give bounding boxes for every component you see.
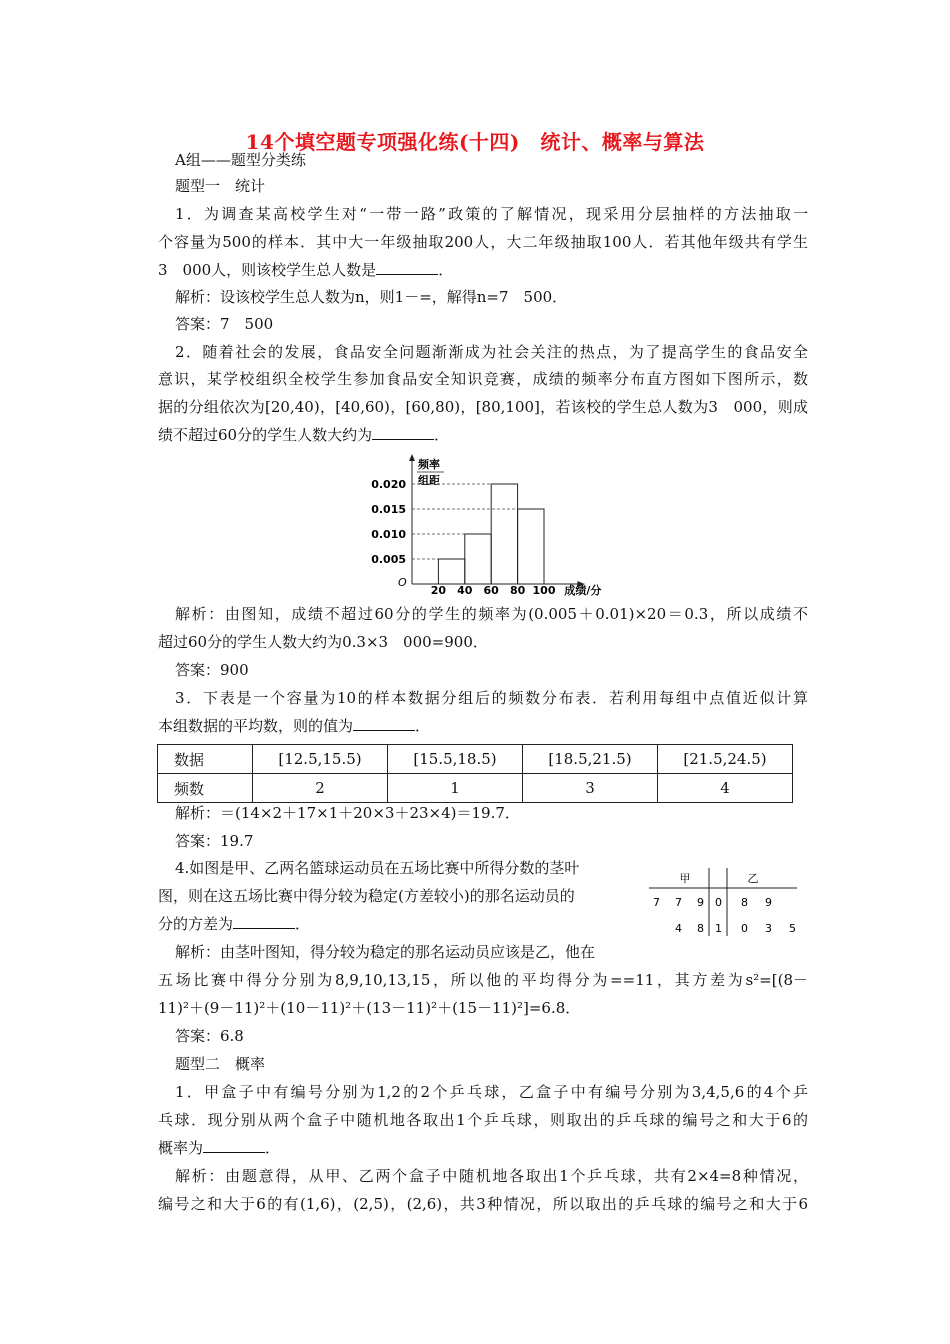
frequency-histogram (360, 452, 640, 602)
table-cell: 3 (523, 774, 658, 803)
table-cell: 4 (658, 774, 793, 803)
leaf: 5 (789, 922, 796, 935)
q4-line-2: 图，则在这五场比赛中得分较为稳定(方差较小)的那名运动员的 (158, 887, 575, 905)
y-label-top: 频率 (418, 458, 440, 471)
q3-answer: 答案：19.7 (175, 832, 254, 850)
origin-label: O (398, 576, 407, 589)
leaf: 7 (653, 896, 660, 909)
leaf: 7 (675, 896, 682, 909)
answer-blank (233, 916, 295, 929)
q1-line-1: 1．为调查某高校学生对“一带一路”政策的了解情况，现采用分层抽样的方法抽取一 (175, 205, 808, 223)
q2-answer: 答案：900 (175, 661, 249, 679)
q4-solution-3: 11)²＋(9－11)²＋(10－11)²＋(13－11)²＋(15－11)²]=6.8． (158, 999, 581, 1017)
table-cell: 频数 (158, 774, 253, 803)
p1-line-2: 乓球．现分别从两个盒子中随机地各取出1个乒乓球，则取出的乒乓球的编号之和大于6的 (158, 1111, 808, 1129)
page-title: 14个填空题专项强化练(十四) 统计、概率与算法 (245, 130, 705, 154)
left-player-name: 甲 (679, 872, 691, 885)
leaf: 8 (697, 922, 704, 935)
q4-solution-1: 解析：由茎叶图知，得分较为稳定的那名运动员应该是乙，他在 (175, 943, 596, 961)
q2-line-2: 意识，某学校组织全校学生参加食品安全知识竞赛，成绩的频率分布直方图如下图所示，数 (158, 370, 808, 388)
p1-line-1: 1．甲盒子中有编号分别为1,2的2个乒乓球，乙盒子中有编号分别为3,4,5,6的4个乒 (175, 1083, 808, 1101)
y-label-bottom: 组距 (418, 474, 440, 487)
leaf: 9 (765, 896, 772, 909)
y-axis-arrow (409, 454, 415, 461)
q2-solution-2: 超过60分的学生人数大约为0.3×3 000=900． (158, 633, 488, 651)
leaf: 3 (765, 922, 772, 935)
histogram-bar (491, 484, 517, 584)
q2-line-3: 据的分组依次为[20,40)，[40,60)，[60,80)，[80,100]，若该校的学生总人数为3 000，则成 (158, 398, 808, 416)
histogram-bar (518, 509, 544, 584)
y-tick-label: 0.020 (371, 478, 406, 491)
right-player-name: 乙 (747, 872, 759, 885)
section-heading-probability: 题型二 概率 (175, 1055, 266, 1073)
p1-solution-1: 解析：由题意得，从甲、乙两个盒子中随机地各取出1个乒乓球，共有2×4=8种情况， (175, 1167, 808, 1185)
q2-line-4: 绩不超过60分的学生人数大约为 ． (158, 426, 450, 444)
histogram-bar (438, 559, 464, 584)
table-cell: 2 (253, 774, 388, 803)
stem-leaf-plot (645, 866, 805, 938)
q1-line-3: 3 000人，则该校学生总人数是 ． (158, 261, 454, 279)
x-tick-label: 20 (430, 584, 447, 597)
section-heading-statistics: 题型一 统计 (175, 177, 266, 195)
leaf: 9 (697, 896, 704, 909)
answer-blank (353, 718, 415, 731)
x-tick-label: 100 (532, 584, 556, 597)
p1-line-3: 概率为 ． (158, 1139, 281, 1157)
q1-line-2: 个容量为500的样本．其中大一年级抽取200人，大二年级抽取100人．若其他年级共有学生 (158, 233, 808, 251)
answer-blank (372, 427, 434, 440)
x-tick-label: 40 (457, 584, 473, 597)
x-axis-label: 成绩/分 (564, 584, 602, 597)
stem: 1 (715, 922, 722, 935)
y-tick-label: 0.010 (371, 528, 406, 541)
leaf: 4 (675, 922, 682, 935)
group-heading: A组——题型分类练 (175, 151, 306, 169)
frequency-table (157, 744, 793, 803)
table-cell: [18.5,21.5) (523, 745, 658, 774)
q4-answer: 答案：6.8 (175, 1027, 244, 1045)
leaf: 0 (741, 922, 748, 935)
table-cell: 数据 (158, 745, 253, 774)
stem: 0 (715, 896, 722, 909)
answer-blank (376, 262, 438, 275)
table-row (158, 774, 793, 803)
q4-line-3: 分的方差为 ． (158, 915, 311, 933)
q4-solution-2: 五场比赛中得分分别为8,9,10,13,15，所以他的平均得分为==11，其方差为s²=[(8－ (158, 971, 808, 989)
table-cell: [12.5,15.5) (253, 745, 388, 774)
table-cell: [15.5,18.5) (388, 745, 523, 774)
y-tick-label: 0.005 (371, 553, 406, 566)
q1-answer: 答案：7 500 (175, 315, 274, 333)
q2-solution-1: 解析：由图知，成绩不超过60分的学生的频率为(0.005＋0.01)×20＝0.3，所以成绩不 (175, 605, 808, 623)
q2-line-1: 2．随着社会的发展，食品安全问题渐渐成为社会关注的热点，为了提高学生的食品安全 (175, 343, 808, 361)
histogram-bar (465, 534, 491, 584)
leaf: 8 (741, 896, 748, 909)
q3-solution: 解析：＝(14×2＋17×1＋20×3＋23×4)＝19.7． (175, 804, 520, 822)
p1-solution-2: 编号之和大于6的有(1,6)，(2,5)，(2,6)，共3种情况，所以取出的乒乓球的编号之和大于6 (158, 1195, 808, 1213)
y-tick-label: 0.015 (371, 503, 406, 516)
q3-line-1: 3．下表是一个容量为10的样本数据分组后的频数分布表．若利用每组中点值近似计算 (175, 689, 808, 707)
q4-line-1: 4.如图是甲、乙两名篮球运动员在五场比赛中所得分数的茎叶 (175, 859, 580, 877)
q1-solution: 解析：设该校学生总人数为n，则1－=，解得n=7 500． (175, 288, 568, 306)
table-cell: [21.5,24.5) (658, 745, 793, 774)
table-cell: 1 (388, 774, 523, 803)
x-tick-label: 60 (483, 584, 499, 597)
answer-blank (203, 1140, 265, 1153)
x-tick-label: 80 (509, 584, 526, 597)
q3-line-2: 本组数据的平均数，则的值为 ． (158, 717, 431, 735)
table-row (158, 745, 793, 774)
